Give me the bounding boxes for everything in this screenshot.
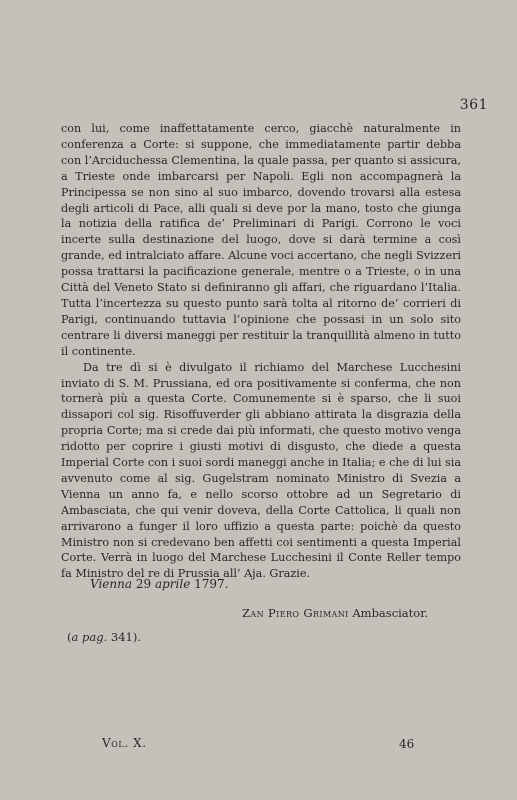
- paragraph-2: Da tre dì si è divulgato il richiamo del Marchese Lucchesini inviato di S. M. Prussiana, ed ora positivamente si conferma, che non tornerà più a questa Corte. Comunemente si è sparso, che li suoi dissapori col sig. Risoffuverder gli abbiano attirata la disgrazia della propria Corte; ma si crede dai più informati, che questo motivo venga ridotto per coprire i giusti motivi di disgusto, che diede a questa Imperial Corte con i suoi sordi maneggi anche in Italia; e che di lui sia avvenuto come al sig. Gugelstram nominato Ministro di Svezia a Vienna un anno fa, e nello scorso ottobre ad un Segretario di Ambasciata, che qui venir doveva, della Corte Cattolica, li quali non arrivarono a funger il loro uffizio a questa parte: poichè da questo Ministro non si credevano ben affetti coi sentimenti a questa Imperial Corte. Verrà in luogo del Marchese Lucchesini il Conte Reller tempo fa Ministro del re di Prussia all’ Aja. Grazie.: [61, 360, 461, 581]
- dateline-day: 29: [135, 577, 152, 591]
- signature: [242, 606, 428, 620]
- sheet-number: 46: [399, 737, 415, 751]
- paragraph-1: con lui, come inaffettatamente cerco, giacchè naturalmente in conferenza a Corte: si suppone, che immediatamente partir debba con l’Arciduchessa Clementina, la quale passa, per quanto si assicura, a Trieste onde imbarcarsi per Napoli. Egli non accompagnerà la Principessa se non sino al suo imbarco, dovendo trovarsi alla estesa degli articoli di Pace, alli quali si deve por la mano, tosto che giunga la notizia della ratifica de’ Preliminari di Parigi. Corrono le voci incerte sulla destinazione del luogo, dove si darà termine a così grande, ed intralciato affare. Alcune voci accertano, che negli Svizzeri possa trattarsi la pacificazione generale, mentre o a Trieste, o in una Città del Veneto Stato si definiranno gli affari, che riguardano l’Italia. Tutta l’incertezza su questo punto sarà tolta al ritorno de’ corrieri di Parigi, continuando tuttavia l’opinione che possasi in un solo sito centrare li diversi maneggi per restituir la tranquillità almeno in tutto il continente.: [61, 122, 461, 358]
- dateline-year: 1797.: [194, 577, 229, 591]
- signature-title: Ambasciator.: [352, 606, 429, 620]
- page-reference: [67, 630, 141, 644]
- page-ref-label: a pag.: [71, 630, 108, 644]
- dateline-month: aprile: [154, 577, 191, 591]
- letter-body: [61, 121, 461, 582]
- signature-name: Zan Piero Grimani: [242, 606, 349, 620]
- page-ref-open: (: [67, 630, 72, 644]
- volume-label: Vol. X.: [102, 736, 147, 750]
- dateline: [90, 577, 229, 591]
- page-ref-number: 341).: [110, 630, 141, 644]
- page-number: 361: [459, 97, 488, 113]
- dateline-place: Vienna: [90, 577, 133, 591]
